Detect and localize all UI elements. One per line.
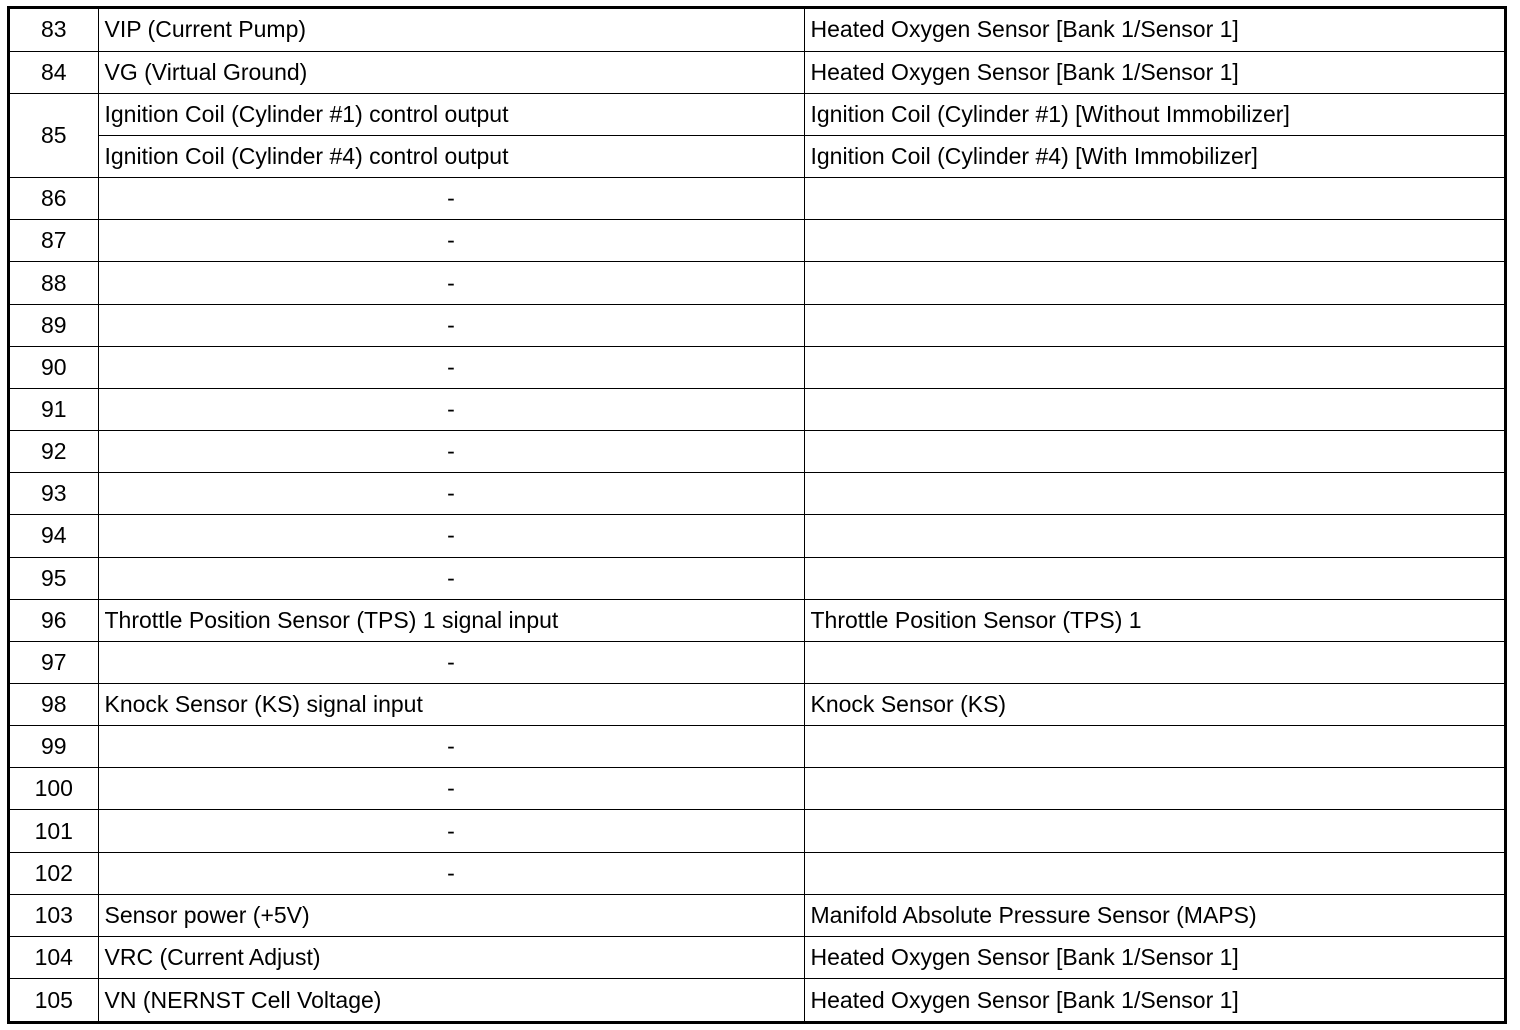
pin-function: - [98, 178, 804, 220]
table-row [10, 388, 1504, 430]
pin-number: 85 [10, 93, 98, 177]
connected-to: Heated Oxygen Sensor [Bank 1/Sensor 1] [804, 9, 1504, 51]
connected-to: Ignition Coil (Cylinder #1) [Without Immobilizer] [804, 93, 1504, 135]
pin-number: 84 [10, 51, 98, 93]
connected-to: Heated Oxygen Sensor [Bank 1/Sensor 1] [804, 936, 1504, 978]
pin-function: VN (NERNST Cell Voltage) [98, 979, 804, 1021]
table-row [10, 768, 1504, 810]
connected-to [804, 304, 1504, 346]
pin-number: 102 [10, 852, 98, 894]
connected-to [804, 220, 1504, 262]
pin-function: VG (Virtual Ground) [98, 51, 804, 93]
pin-function: - [98, 726, 804, 768]
pin-table [10, 9, 1504, 1021]
table-row [10, 684, 1504, 726]
table-row [10, 9, 1504, 51]
pin-function: Sensor power (+5V) [98, 894, 804, 936]
connected-to: Ignition Coil (Cylinder #4) [With Immobilizer] [804, 135, 1504, 177]
pin-number: 91 [10, 388, 98, 430]
table-row [10, 557, 1504, 599]
pin-number: 87 [10, 220, 98, 262]
pin-function: VIP (Current Pump) [98, 9, 804, 51]
pin-number: 83 [10, 9, 98, 51]
pin-table-frame [7, 6, 1507, 1024]
table-row [10, 599, 1504, 641]
table-row [10, 346, 1504, 388]
table-row [10, 51, 1504, 93]
pin-number: 105 [10, 979, 98, 1021]
connected-to [804, 515, 1504, 557]
pin-number: 89 [10, 304, 98, 346]
pin-function: - [98, 641, 804, 683]
pin-function: - [98, 431, 804, 473]
pin-function: - [98, 852, 804, 894]
table-row [10, 304, 1504, 346]
pin-number: 93 [10, 473, 98, 515]
pin-function: - [98, 220, 804, 262]
pin-function: - [98, 557, 804, 599]
connected-to: Heated Oxygen Sensor [Bank 1/Sensor 1] [804, 51, 1504, 93]
connected-to [804, 346, 1504, 388]
table-row [10, 810, 1504, 852]
pin-function: - [98, 768, 804, 810]
pin-function: VRC (Current Adjust) [98, 936, 804, 978]
pin-function: - [98, 515, 804, 557]
table-row [10, 220, 1504, 262]
connected-to [804, 557, 1504, 599]
connected-to: Heated Oxygen Sensor [Bank 1/Sensor 1] [804, 979, 1504, 1021]
pin-function: Throttle Position Sensor (TPS) 1 signal input [98, 599, 804, 641]
pin-number: 96 [10, 599, 98, 641]
table-row [10, 979, 1504, 1021]
connected-to [804, 473, 1504, 515]
pin-function: Ignition Coil (Cylinder #4) control output [98, 135, 804, 177]
table-row [10, 431, 1504, 473]
table-row [10, 473, 1504, 515]
pin-function: Knock Sensor (KS) signal input [98, 684, 804, 726]
connected-to: Throttle Position Sensor (TPS) 1 [804, 599, 1504, 641]
pin-number: 90 [10, 346, 98, 388]
connected-to [804, 726, 1504, 768]
pin-number: 95 [10, 557, 98, 599]
pin-number: 101 [10, 810, 98, 852]
pin-function: - [98, 346, 804, 388]
connected-to [804, 810, 1504, 852]
connected-to [804, 852, 1504, 894]
table-row [10, 135, 1504, 177]
pin-function: - [98, 473, 804, 515]
connected-to [804, 641, 1504, 683]
table-row [10, 262, 1504, 304]
table-row [10, 515, 1504, 557]
table-row [10, 93, 1504, 135]
pin-number: 98 [10, 684, 98, 726]
table-row [10, 936, 1504, 978]
connected-to [804, 768, 1504, 810]
table-row [10, 178, 1504, 220]
pin-number: 88 [10, 262, 98, 304]
pin-number: 100 [10, 768, 98, 810]
connected-to [804, 262, 1504, 304]
pin-function: - [98, 262, 804, 304]
connected-to [804, 431, 1504, 473]
pin-number: 86 [10, 178, 98, 220]
pin-number: 94 [10, 515, 98, 557]
connected-to [804, 178, 1504, 220]
table-row [10, 852, 1504, 894]
pin-number: 97 [10, 641, 98, 683]
connected-to: Knock Sensor (KS) [804, 684, 1504, 726]
pin-function: - [98, 304, 804, 346]
pin-function: - [98, 810, 804, 852]
connected-to: Manifold Absolute Pressure Sensor (MAPS) [804, 894, 1504, 936]
connected-to [804, 388, 1504, 430]
pin-function: - [98, 388, 804, 430]
table-row [10, 726, 1504, 768]
table-row [10, 641, 1504, 683]
pin-number: 103 [10, 894, 98, 936]
pin-number: 92 [10, 431, 98, 473]
table-row [10, 894, 1504, 936]
pin-function: Ignition Coil (Cylinder #1) control output [98, 93, 804, 135]
pin-number: 104 [10, 936, 98, 978]
pin-number: 99 [10, 726, 98, 768]
